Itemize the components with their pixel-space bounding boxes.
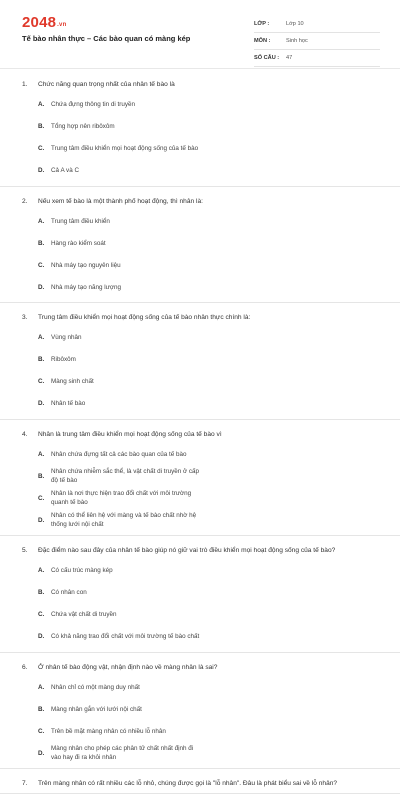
option-text: Trên bề mặt màng nhân có nhiều lỗ nhân [51,727,166,735]
option-letter: D. [38,749,45,757]
option-text: Vùng nhân [51,334,82,341]
question-number: 5. [22,547,28,554]
question-5 [0,536,400,653]
option-b[interactable] [38,698,210,720]
option-b[interactable] [38,349,210,371]
option-a[interactable] [38,560,210,582]
question-2 [0,187,400,304]
option-c[interactable] [38,487,210,509]
option-letter: C. [38,145,45,152]
option-letter: B. [38,123,45,130]
option-text: Nhà máy tạo năng lượng [51,283,121,291]
option-letter: D. [38,283,45,291]
option-d[interactable] [38,276,210,298]
option-b[interactable] [38,116,210,138]
option-text: Cả A và C [51,167,80,174]
meta-row-subject [254,33,380,50]
option-c[interactable] [38,254,210,276]
question-text: Trung tâm điều khiển mọi hoạt động sống của tế bào nhân thực chính là: [38,314,251,321]
option-d[interactable] [38,393,210,415]
meta-label: MÔN : [254,38,271,44]
option-a[interactable] [38,676,210,698]
option-letter: A. [38,217,45,225]
question-text: Đặc điểm nào sau đây của nhân tế bào giúp nó giữ vai trò điều khiển mọi hoạt động sống của tế bào? [38,547,336,554]
option-text: Nhà máy tạo nguyên liệu [51,261,121,269]
option-letter: B. [38,239,45,247]
option-d[interactable] [38,160,210,182]
option-letter: D. [38,400,45,407]
question-1 [0,70,400,187]
question-7 [0,769,400,794]
question-3 [0,303,400,420]
meta-label: LỚP : [254,21,270,27]
option-text: Trung tâm điều khiển mọi hoạt động sống của tế bào [51,145,199,152]
question-6 [0,653,400,770]
meta-value: Lớp 10 [286,21,304,27]
option-text: Nhân là nơi thực hiện trao đổi chất với môi trường quanh tế bào [51,490,192,506]
option-letter: B. [38,472,45,480]
meta-info [254,16,380,67]
option-letter: C. [38,727,45,735]
option-letter: A. [38,101,45,108]
option-letter: C. [38,378,45,385]
option-letter: C. [38,611,45,618]
option-text: Màng nhân gắn với lưới nội chất [51,705,142,713]
logo-main: 2048 [22,14,57,31]
option-c[interactable] [38,138,210,160]
meta-label: SỐ CÂU : [254,55,280,61]
option-letter: B. [38,705,45,713]
option-text: Có cấu trúc màng kép [51,567,113,574]
meta-value: 47 [286,55,293,61]
option-text: Chứa đựng thông tin di truyền [51,101,136,108]
question-number: 4. [22,430,28,438]
option-letter: D. [38,633,45,640]
question-text: Ở nhân tế bào động vật, nhận định nào về màng nhân là sai? [38,663,218,671]
option-text: Nhân chứa nhiễm sắc thể, là vật chất di truyền ở cấp độ tế bào [51,468,200,484]
option-text: Hàng rào kiểm soát [51,239,106,247]
option-text: Màng sinh chất [51,378,94,385]
question-text: Chức năng quan trọng nhất của nhân tế bào là [38,81,175,88]
option-c[interactable] [38,604,210,626]
question-4 [0,420,400,537]
question-number: 1. [22,81,28,88]
option-letter: A. [38,334,45,341]
question-text: Nếu xem tế bào là một thành phố hoạt động, thì nhân là: [38,197,203,205]
question-text: Nhân là trung tâm điều khiển mọi hoạt động sống của tế bào vì [38,430,222,438]
option-c[interactable] [38,720,210,742]
option-text: Chứa vật chất di truyền [51,611,117,618]
question-number: 7. [22,780,28,787]
option-text: Nhân có thể liên hệ với màng và tế bào chất nhờ hệ thống lưới nội chất [51,512,197,528]
option-b[interactable] [38,465,210,487]
document-title: Tế bào nhân thực – Các bào quan có màng kép [22,34,191,43]
meta-row-class [254,16,380,33]
option-text: Trung tâm điều khiển [51,217,110,225]
option-a[interactable] [38,94,210,116]
option-letter: A. [38,450,45,458]
logo-suffix: .vn [57,22,67,28]
option-d[interactable] [38,509,210,531]
option-a[interactable] [38,443,210,465]
question-number: 2. [22,197,28,205]
option-text: Có nhân con [51,589,87,596]
option-c[interactable] [38,371,210,393]
option-text: Nhân tế bào [51,400,86,407]
question-text: Trên màng nhân có rất nhiều các lỗ nhỏ, chúng được gọi là "lỗ nhân". Đâu là phát biểu sai về lỗ nhân? [38,780,338,787]
header [0,0,400,70]
option-text: Tổng hợp nên ribôxôm [51,123,115,130]
question-number: 3. [22,314,28,321]
option-text: Ribôxôm [51,356,76,363]
option-d[interactable] [38,742,210,764]
option-letter: A. [38,567,45,574]
option-d[interactable] [38,626,210,648]
question-number: 6. [22,663,28,671]
logo[interactable] [22,14,66,31]
option-text: Có khả năng trao đổi chất với môi trường tế bào chất [51,633,200,640]
option-letter: A. [38,683,45,691]
option-letter: B. [38,589,45,596]
meta-row-count [254,50,380,67]
header-divider [0,68,400,69]
option-letter: B. [38,356,45,363]
option-letter: C. [38,494,45,502]
option-letter: C. [38,261,45,269]
option-text: Nhân chứa đựng tất cả các bào quan của tế bào [51,450,187,458]
option-a[interactable] [38,210,210,232]
option-text: Nhân chỉ có một màng duy nhất [51,683,140,691]
meta-value: Sinh học [286,38,308,44]
option-letter: D. [38,167,45,174]
option-letter: D. [38,516,45,524]
question-list [0,70,400,794]
option-b[interactable] [38,582,210,604]
option-b[interactable] [38,232,210,254]
option-a[interactable] [38,327,210,349]
option-text: Màng nhân cho phép các phân tử chất nhất định đi vào hay đi ra khỏi nhân [51,745,194,761]
